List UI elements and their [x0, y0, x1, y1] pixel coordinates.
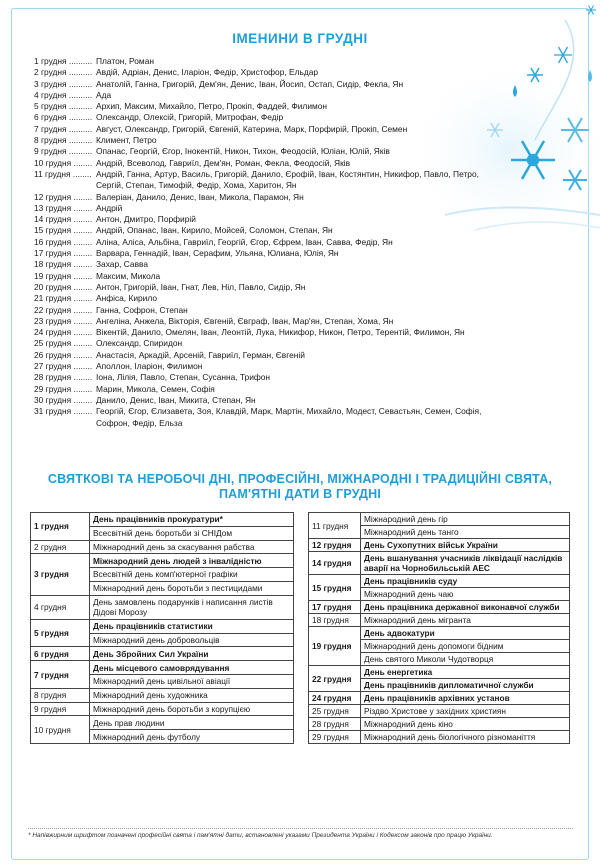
holiday-row: [31, 554, 294, 568]
name-day-row: [34, 169, 504, 192]
name-day-date: 20 грудня ........: [34, 281, 93, 292]
name-day-names: Анфіса, Кирило: [96, 293, 157, 304]
holiday-row: [309, 539, 570, 552]
name-day-names: Валеріан, Данило, Денис, Іван, Микола, Парамон, Ян: [96, 191, 304, 202]
name-day-names: Георгій, Єгор, Єлизавета, Зоя, Клавдій, Марк, Мартін, Михайло, Модест, Севастьян, Семен, Софія, Софрон, Федір, Ельза: [96, 406, 482, 428]
name-day-date: 18 грудня ........: [34, 259, 93, 270]
holiday-date: 11 грудня: [309, 513, 361, 539]
holiday-event: Різдво Христове у західних християн: [361, 705, 570, 718]
holiday-event: День святого Миколи Чудотворця: [361, 653, 570, 666]
name-day-date: 2 грудня ..........: [34, 67, 93, 78]
name-day-date: 30 грудня ........: [34, 394, 93, 405]
name-day-row: [34, 225, 504, 236]
holiday-date: 17 грудня: [309, 601, 361, 614]
name-day-names: Климент, Петро: [96, 135, 157, 146]
names-list: [34, 56, 504, 429]
holiday-date: 3 грудня: [31, 554, 90, 595]
name-day-names: Антон, Дмитро, Порфирій: [96, 214, 196, 225]
holiday-event: День працівників дипломатичної служби: [361, 679, 570, 692]
name-day-row: [34, 67, 504, 78]
holiday-event: День працівників прокуратури*: [90, 513, 294, 527]
holidays-title-line2: ПАМ'ЯТНІ ДАТИ В ГРУДНІ: [218, 487, 382, 501]
name-day-date: 19 грудня ........: [34, 270, 93, 281]
name-day-row: [34, 214, 504, 225]
name-day-date: 25 грудня ........: [34, 338, 93, 349]
name-day-row: [34, 124, 504, 135]
name-day-row: [34, 101, 504, 112]
name-day-date: 15 грудня ........: [34, 225, 93, 236]
holiday-date: 12 грудня: [309, 539, 361, 552]
name-day-names: Анатолій, Ганна, Григорій, Дем'ян, Денис, Іван, Йосип, Остап, Сидір, Фекла, Ян: [96, 78, 404, 89]
name-day-date: 22 грудня ........: [34, 304, 93, 315]
name-day-date: 8 грудня ..........: [34, 135, 93, 146]
footnote: * Напівжирним шрифтом позначені професійні свята і пам'ятні дати, встановлені указами Президента України і Кодексом законів про працю України.: [28, 828, 573, 839]
holiday-event: День працівників суду: [361, 575, 570, 588]
name-day-names: Іона, Лілія, Павло, Степан, Сусанна, Трифон: [96, 372, 271, 383]
holiday-event: День Сухопутних військ України: [361, 539, 570, 552]
name-day-date: 1 грудня ..........: [34, 56, 93, 66]
holiday-date: 6 грудня: [31, 647, 90, 661]
name-day-date: 3 грудня ..........: [34, 78, 93, 89]
name-day-row: [34, 327, 504, 338]
holiday-row: [309, 731, 570, 744]
name-day-names: Ада: [96, 89, 112, 100]
holiday-row: [31, 688, 294, 702]
left-holidays-table: [30, 512, 294, 744]
holiday-date: 14 грудня: [309, 552, 361, 575]
holiday-date: 24 грудня: [309, 692, 361, 705]
holiday-date: 7 грудня: [31, 661, 90, 689]
name-day-date: 7 грудня ..........: [34, 123, 93, 134]
holiday-event: Міжнародний день кіно: [361, 718, 570, 731]
holiday-event: День прав людини: [90, 716, 294, 730]
holiday-row: [31, 540, 294, 554]
holiday-event: День адвокатури: [361, 627, 570, 640]
name-day-row: [34, 282, 504, 293]
holiday-date: 22 грудня: [309, 666, 361, 692]
holiday-event: Міжнародний день футболу: [90, 730, 294, 744]
name-day-names: Андрій, Опанас, Іван, Кирило, Мойсей, Соломон, Степан, Ян: [96, 225, 333, 236]
name-day-date: 5 грудня ..........: [34, 101, 93, 112]
holiday-event: Міжнародний день людей з інвалідністю: [90, 554, 294, 568]
name-day-row: [34, 112, 504, 123]
name-day-names: Антон, Григорій, Іван, Гнат, Лев, Ніл, Павло, Сидір, Ян: [96, 281, 306, 292]
name-day-date: 9 грудня ..........: [34, 146, 93, 157]
holiday-date: 8 грудня: [31, 688, 90, 702]
holiday-event: День працівника державної виконавчої служби: [361, 601, 570, 614]
name-day-names: Андрій, Ганна, Артур, Василь, Григорій, Данило, Єрофій, Іван, Костянтин, Никифор, Павло, Петро, Сергій, Степан, Тимофій, Федір, Хома, Харитон, Ян: [96, 168, 479, 191]
name-day-row: [34, 203, 504, 214]
name-day-names: Август, Олександр, Григорій, Євгеній, Катерина, Марк, Порфирій, Прокіп, Семен: [96, 123, 408, 134]
holiday-event: Всесвітній день боротьби зі СНІДом: [90, 526, 294, 540]
name-day-date: 28 грудня ........: [34, 372, 93, 383]
name-day-names: Аполлон, Іларіон, Филимон: [96, 361, 203, 372]
name-day-row: [34, 79, 504, 90]
holiday-event: Міжнародний день боротьби з пестицидами: [90, 581, 294, 595]
name-day-date: 13 грудня ........: [34, 202, 93, 213]
name-day-date: 10 грудня ........: [34, 157, 93, 168]
snowflake-icon: [554, 47, 572, 63]
holiday-row: [309, 692, 570, 705]
name-day-date: 6 грудня ..........: [34, 112, 93, 123]
holiday-event: День замовлень подарунків і написання листів Дідові Морозу: [90, 595, 294, 619]
name-day-date: 4 грудня ..........: [34, 89, 93, 100]
name-day-names: Захар, Савва: [96, 259, 149, 270]
holidays-title-line1: СВЯТКОВІ ТА НЕРОБОЧІ ДНІ, ПРОФЕСІЙНІ, МІЖНАРОДНІ І ТРАДИЦІЙНІ СВЯТА,: [47, 472, 553, 486]
name-day-date: 14 грудня ........: [34, 214, 93, 225]
name-day-names: Вікентій, Данило, Омелян, Іван, Леонтій, Лука, Никифор, Никон, Петро, Терентій, Филимон, Ян: [96, 327, 465, 338]
holiday-date: 4 грудня: [31, 595, 90, 619]
holiday-event: День працівників архівних установ: [361, 692, 570, 705]
holiday-row: [309, 627, 570, 640]
name-day-names: Платон, Роман: [96, 56, 154, 66]
holiday-row: [309, 666, 570, 679]
name-day-row: [34, 271, 504, 282]
holiday-event: День працівників статистики: [90, 619, 294, 633]
holidays-tables: [30, 512, 570, 744]
holiday-row: [31, 702, 294, 716]
holiday-date: 2 грудня: [31, 540, 90, 554]
name-day-row: [34, 384, 504, 395]
holiday-event: Міжнародний день цивільної авіації: [90, 675, 294, 689]
name-day-date: 17 грудня ........: [34, 248, 93, 259]
name-day-row: [34, 372, 504, 383]
name-day-date: 21 грудня ........: [34, 293, 93, 304]
name-day-date: 31 грудня ........: [34, 406, 93, 417]
holiday-event: Міжнародний день гір: [361, 513, 570, 526]
holiday-row: [309, 552, 570, 575]
name-day-row: [34, 305, 504, 316]
name-day-names: Максим, Микола: [96, 270, 161, 281]
name-day-date: 16 грудня ........: [34, 236, 93, 247]
name-day-row: [34, 158, 504, 169]
holiday-row: [309, 718, 570, 731]
holiday-row: [309, 705, 570, 718]
name-day-row: [34, 350, 504, 361]
name-day-date: 11 грудня ........: [34, 168, 92, 179]
holiday-event: Міжнародний день допомоги бідним: [361, 640, 570, 653]
name-day-names: Ангеліна, Анжела, Вікторія, Євгеній, Євграф, Іван, Мар'ян, Степан, Хома, Ян: [96, 315, 394, 326]
name-day-row: [34, 135, 504, 146]
holiday-date: 25 грудня: [309, 705, 361, 718]
name-day-names: Варвара, Геннадій, Іван, Серафим, Ульяна, Юлиана, Юлія, Ян: [96, 248, 339, 259]
name-day-names: Анастасія, Аркадій, Арсеній, Гавриїл, Герман, Євгеній: [96, 349, 305, 360]
name-day-names: Андрій, Всеволод, Гавриїл, Дем'ян, Роман, Фекла, Феодосій, Яків: [96, 157, 351, 168]
holiday-date: 18 грудня: [309, 614, 361, 627]
holiday-event: Всесвітній день комп'ютерної графіки: [90, 568, 294, 582]
right-holidays-table: [308, 512, 570, 744]
name-day-date: 23 грудня ........: [34, 315, 93, 326]
names-title: ІМЕНИНИ В ГРУДНІ: [232, 31, 368, 46]
name-day-date: 29 грудня ........: [34, 383, 93, 394]
name-day-date: 24 грудня ........: [34, 327, 93, 338]
name-day-names: Марин, Микола, Семен, Софія: [96, 383, 215, 394]
name-day-names: Аліна, Аліса, Альбіна, Гавриїл, Георгій, Єгор, Єфрем, Іван, Савва, Федір, Ян: [96, 236, 393, 247]
name-day-date: 12 грудня ........: [34, 191, 93, 202]
holiday-row: [309, 575, 570, 588]
holiday-event: День енергетика: [361, 666, 570, 679]
name-day-names: Андрій: [96, 202, 123, 213]
name-day-row: [34, 395, 504, 406]
holiday-event: Міжнародний день біологічного різноманіття: [361, 731, 570, 744]
holiday-event: День вшанування учасників ліквідації наслідків аварії на Чорнобильській АЕС: [361, 552, 570, 575]
holiday-row: [309, 614, 570, 627]
name-day-names: Данило, Денис, Іван, Микита, Степан, Ян: [96, 394, 256, 405]
holiday-date: 5 грудня: [31, 619, 90, 647]
name-day-row: [34, 90, 504, 101]
name-day-names: Олександр, Олексій, Григорій, Митрофан, Федір: [96, 112, 284, 123]
holiday-date: 9 грудня: [31, 702, 90, 716]
holiday-event: Міжнародний день художника: [90, 688, 294, 702]
holiday-date: 1 грудня: [31, 513, 90, 541]
name-day-row: [34, 237, 504, 248]
name-day-row: [34, 316, 504, 327]
name-day-row: [34, 56, 504, 67]
name-day-row: [34, 338, 504, 349]
holiday-row: [31, 647, 294, 661]
holidays-title: [0, 472, 600, 502]
holiday-date: 28 грудня: [309, 718, 361, 731]
holiday-date: 10 грудня: [31, 716, 90, 744]
holiday-row: [31, 595, 294, 619]
holiday-date: 15 грудня: [309, 575, 361, 601]
name-day-row: [34, 293, 504, 304]
holiday-event: День місцевого самоврядування: [90, 661, 294, 675]
name-day-row: [34, 361, 504, 372]
snowflake-icon: [586, 6, 596, 15]
name-day-names: Опанас, Георгій, Єгор, Інокентій, Никон, Тихон, Феодосій, Юліан, Юлій, Яків: [96, 146, 390, 157]
holiday-event: Міжнародний день добровольців: [90, 633, 294, 647]
holiday-event: Міжнародний день мігранта: [361, 614, 570, 627]
name-day-date: 26 грудня ........: [34, 349, 93, 360]
name-day-names: Архип, Максим, Михайло, Петро, Прокіп, Фаддей, Филимон: [96, 101, 328, 112]
holiday-event: День Збройних Сил України: [90, 647, 294, 661]
holiday-row: [31, 513, 294, 527]
name-day-names: Олександр, Спиридон: [96, 338, 183, 349]
holiday-date: 19 грудня: [309, 627, 361, 666]
holiday-event: Міжнародний день боротьби з корупцією: [90, 702, 294, 716]
holiday-row: [31, 716, 294, 730]
holiday-event: Міжнародний день чаю: [361, 588, 570, 601]
name-day-names: Авдій, Адріан, Денис, Іларіон, Федір, Христофор, Ельдар: [96, 67, 319, 78]
name-day-row: [34, 259, 504, 270]
holiday-event: Міжнародний день танго: [361, 526, 570, 539]
holiday-date: 29 грудня: [309, 731, 361, 744]
droplet-icon: [588, 70, 592, 82]
name-day-names: Ганна, Софрон, Степан: [96, 304, 188, 315]
name-day-row: [34, 248, 504, 259]
name-day-row: [34, 406, 504, 429]
name-day-row: [34, 146, 504, 157]
holiday-row: [309, 513, 570, 526]
holiday-row: [31, 661, 294, 675]
holiday-row: [309, 601, 570, 614]
name-day-date: 27 грудня ........: [34, 361, 93, 372]
holiday-event: Міжнародний день за скасування рабства: [90, 540, 294, 554]
holiday-row: [31, 619, 294, 633]
name-day-row: [34, 192, 504, 203]
